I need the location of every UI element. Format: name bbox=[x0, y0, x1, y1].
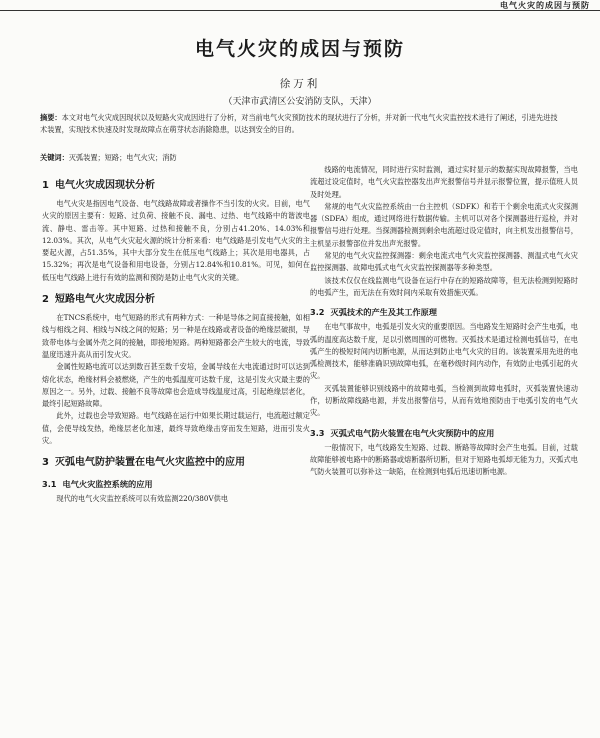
heading-text: 灭弧电气防护装置在电气火灾监控中的应用 bbox=[54, 457, 245, 469]
heading-text: 电气火灾监控系统的应用 bbox=[62, 479, 153, 490]
subsection-heading bbox=[42, 477, 310, 491]
section-heading bbox=[42, 178, 310, 194]
paragraph: 在TNCS系统中，电气短路的形式有两种方式：一种是导体之间直接接触，如相线与相线之间、相线与N线之间的短路；另一种是在线路或者设备的绝缘层破损，导致带电体与金属外壳之间的接触，即接地短路。两种短路都会产生较大的电流，导致温度迅速升高从而引发火灾。 bbox=[42, 313, 310, 359]
keywords bbox=[40, 153, 560, 163]
keywords-label: 关键词： bbox=[40, 153, 69, 162]
heading-text: 短路电气火灾成因分析 bbox=[54, 294, 155, 306]
abstract-text: 本文对电气火灾成因现状以及短路火灾成因进行了分析，对当前电气火灾预防技术的现状进行了分析，并对新一代电气火灾监控技术进行了阐述，引进先进技术装置，实现技术快速及时发现故障点在萌芽状态消除隐患，以达到安全的目的。 bbox=[40, 113, 558, 134]
subsection-heading bbox=[310, 426, 578, 440]
paragraph: 金属性短路电流可以达到数百甚至数千安培，金属导线在大电流通过时可以达到熔化状态，绝缘材料会被燃烧，产生的电弧温度可达数千度，这是引发火灾最主要的原因之一。另外，过载、接触不良等故障也会造成导线温度过高，引起绝缘层老化，最终引起短路故障。 bbox=[42, 362, 310, 409]
running-head: 电气火灾的成因与预防 bbox=[500, 0, 590, 10]
section-heading bbox=[42, 292, 310, 308]
article-title: 电气火灾的成因与预防 bbox=[194, 38, 405, 60]
paragraph: 线路的电流情况，同时进行实时监测，通过实时显示的数据实现故障报警，当电流超过设定值时，电气火灾监控器发出声光报警信号并显示报警位置，提示值班人员及时处理。 bbox=[310, 165, 578, 199]
heading-text: 灭弧式电气防火装置在电气火灾预防中的应用 bbox=[330, 427, 495, 438]
paragraph: 灭弧装置能够识别线路中的故障电弧，当检测到故障电弧时，灭弧装置快速动作，切断故障线路电源，并发出报警信号，从而有效地预防由于电弧引发的电气火灾。 bbox=[310, 383, 578, 418]
heading-number: 3.1 bbox=[42, 479, 57, 490]
paragraph: 电气火灾是指因电气设备、电气线路故障或者操作不当引发的火灾。目前，电气火灾的原因主要有：短路、过负荷、接触不良、漏电、过热、电气线路中的谐波电流、静电、雷击等。其中短路、过热和接触不良，分别占41.20%、14.03%和12.03%。其次，从电气火灾起火源的统计分析来看：电气线路是引发电气火灾的主要起火源，占51.35%，其中大部分发生在低压电气线路上；其次是用电器具，占15.32%；再次是电气设备和用电设备，分别占12.84%和10.81%。可见，如何在低压电气线路上进行有效的监测和预防是防止电气火灾的关键。 bbox=[42, 199, 310, 282]
paragraph: 常见的电气火灾监控探测器：剩余电流式电气火灾监控探测器、测温式电气火灾监控探测器、故障电弧式电气火灾监控探测器等多种类型。 bbox=[310, 251, 578, 273]
right-column bbox=[310, 164, 578, 479]
paragraph: 一般情况下，电气线路发生短路、过载、断路等故障时会产生电弧。目前，过载故障能够被电路中的断路器或熔断器所切断，但对于短路电弧却无能为力，灭弧式电气防火装置可以弥补这一缺陷，在检测到电弧后迅速切断电源。 bbox=[310, 442, 578, 477]
heading-text: 灭弧技术的产生及其工作原理 bbox=[330, 307, 437, 318]
paragraph: 该技术仅仅在线监测电气设备在运行中存在的短路故障等，但无法检测到短路时的电弧产生，而无法在有效时间内采取有效措施灭弧。 bbox=[310, 275, 578, 297]
left-column bbox=[42, 170, 310, 506]
heading-number: 3 bbox=[42, 457, 49, 469]
abstract bbox=[40, 112, 560, 136]
paragraph: 此外，过载也会导致短路。电气线路在运行中如果长期过载运行，电流超过额定值，会使导线发热，绝缘层老化加速，最终导致绝缘击穿而发生短路，进而引发火灾。 bbox=[42, 411, 310, 446]
author: 徐万利 bbox=[279, 78, 321, 90]
paragraph: 常规的电气火灾监控系统由一台主控机（SDFK）和若干个剩余电流式火灾探测器（SDFA）组成，通过网络进行数据传输。主机可以对各个探测器进行巡检，并对报警信号进行处理。当探测器检测到剩余电流超过设定值时，向主机发出报警信号，主机显示报警部位并发出声光报警。 bbox=[310, 201, 578, 248]
paragraph: 现代的电气火灾监控系统可以有效监测220/380V供电 bbox=[56, 494, 229, 504]
heading-number: 2 bbox=[42, 294, 49, 306]
heading-number: 1 bbox=[42, 180, 49, 191]
subsection-heading bbox=[310, 305, 578, 319]
heading-text: 电气火灾成因现状分析 bbox=[54, 180, 155, 191]
heading-number: 3.2 bbox=[310, 307, 325, 318]
affiliation: （天津市武清区公安消防支队，天津） bbox=[223, 97, 377, 107]
paragraph: 在电气事故中，电弧是引发火灾的重要原因。当电路发生短路时会产生电弧，电弧的温度高达数千度，足以引燃周围的可燃物。灭弧技术是通过检测电弧信号，在电弧产生的极短时间内切断电源，从而达到防止电气火灾的目的。该装置采用先进的电弧检测技术，能够准确识别故障电弧，在毫秒级时间内动作，有效防止电弧引起的火灾。 bbox=[310, 322, 578, 381]
section-heading bbox=[42, 455, 310, 471]
heading-number: 3.3 bbox=[310, 427, 325, 438]
keywords-text: 灭弧装置；短路；电气火灾；消防 bbox=[68, 153, 177, 162]
abstract-label: 摘要： bbox=[40, 113, 62, 122]
